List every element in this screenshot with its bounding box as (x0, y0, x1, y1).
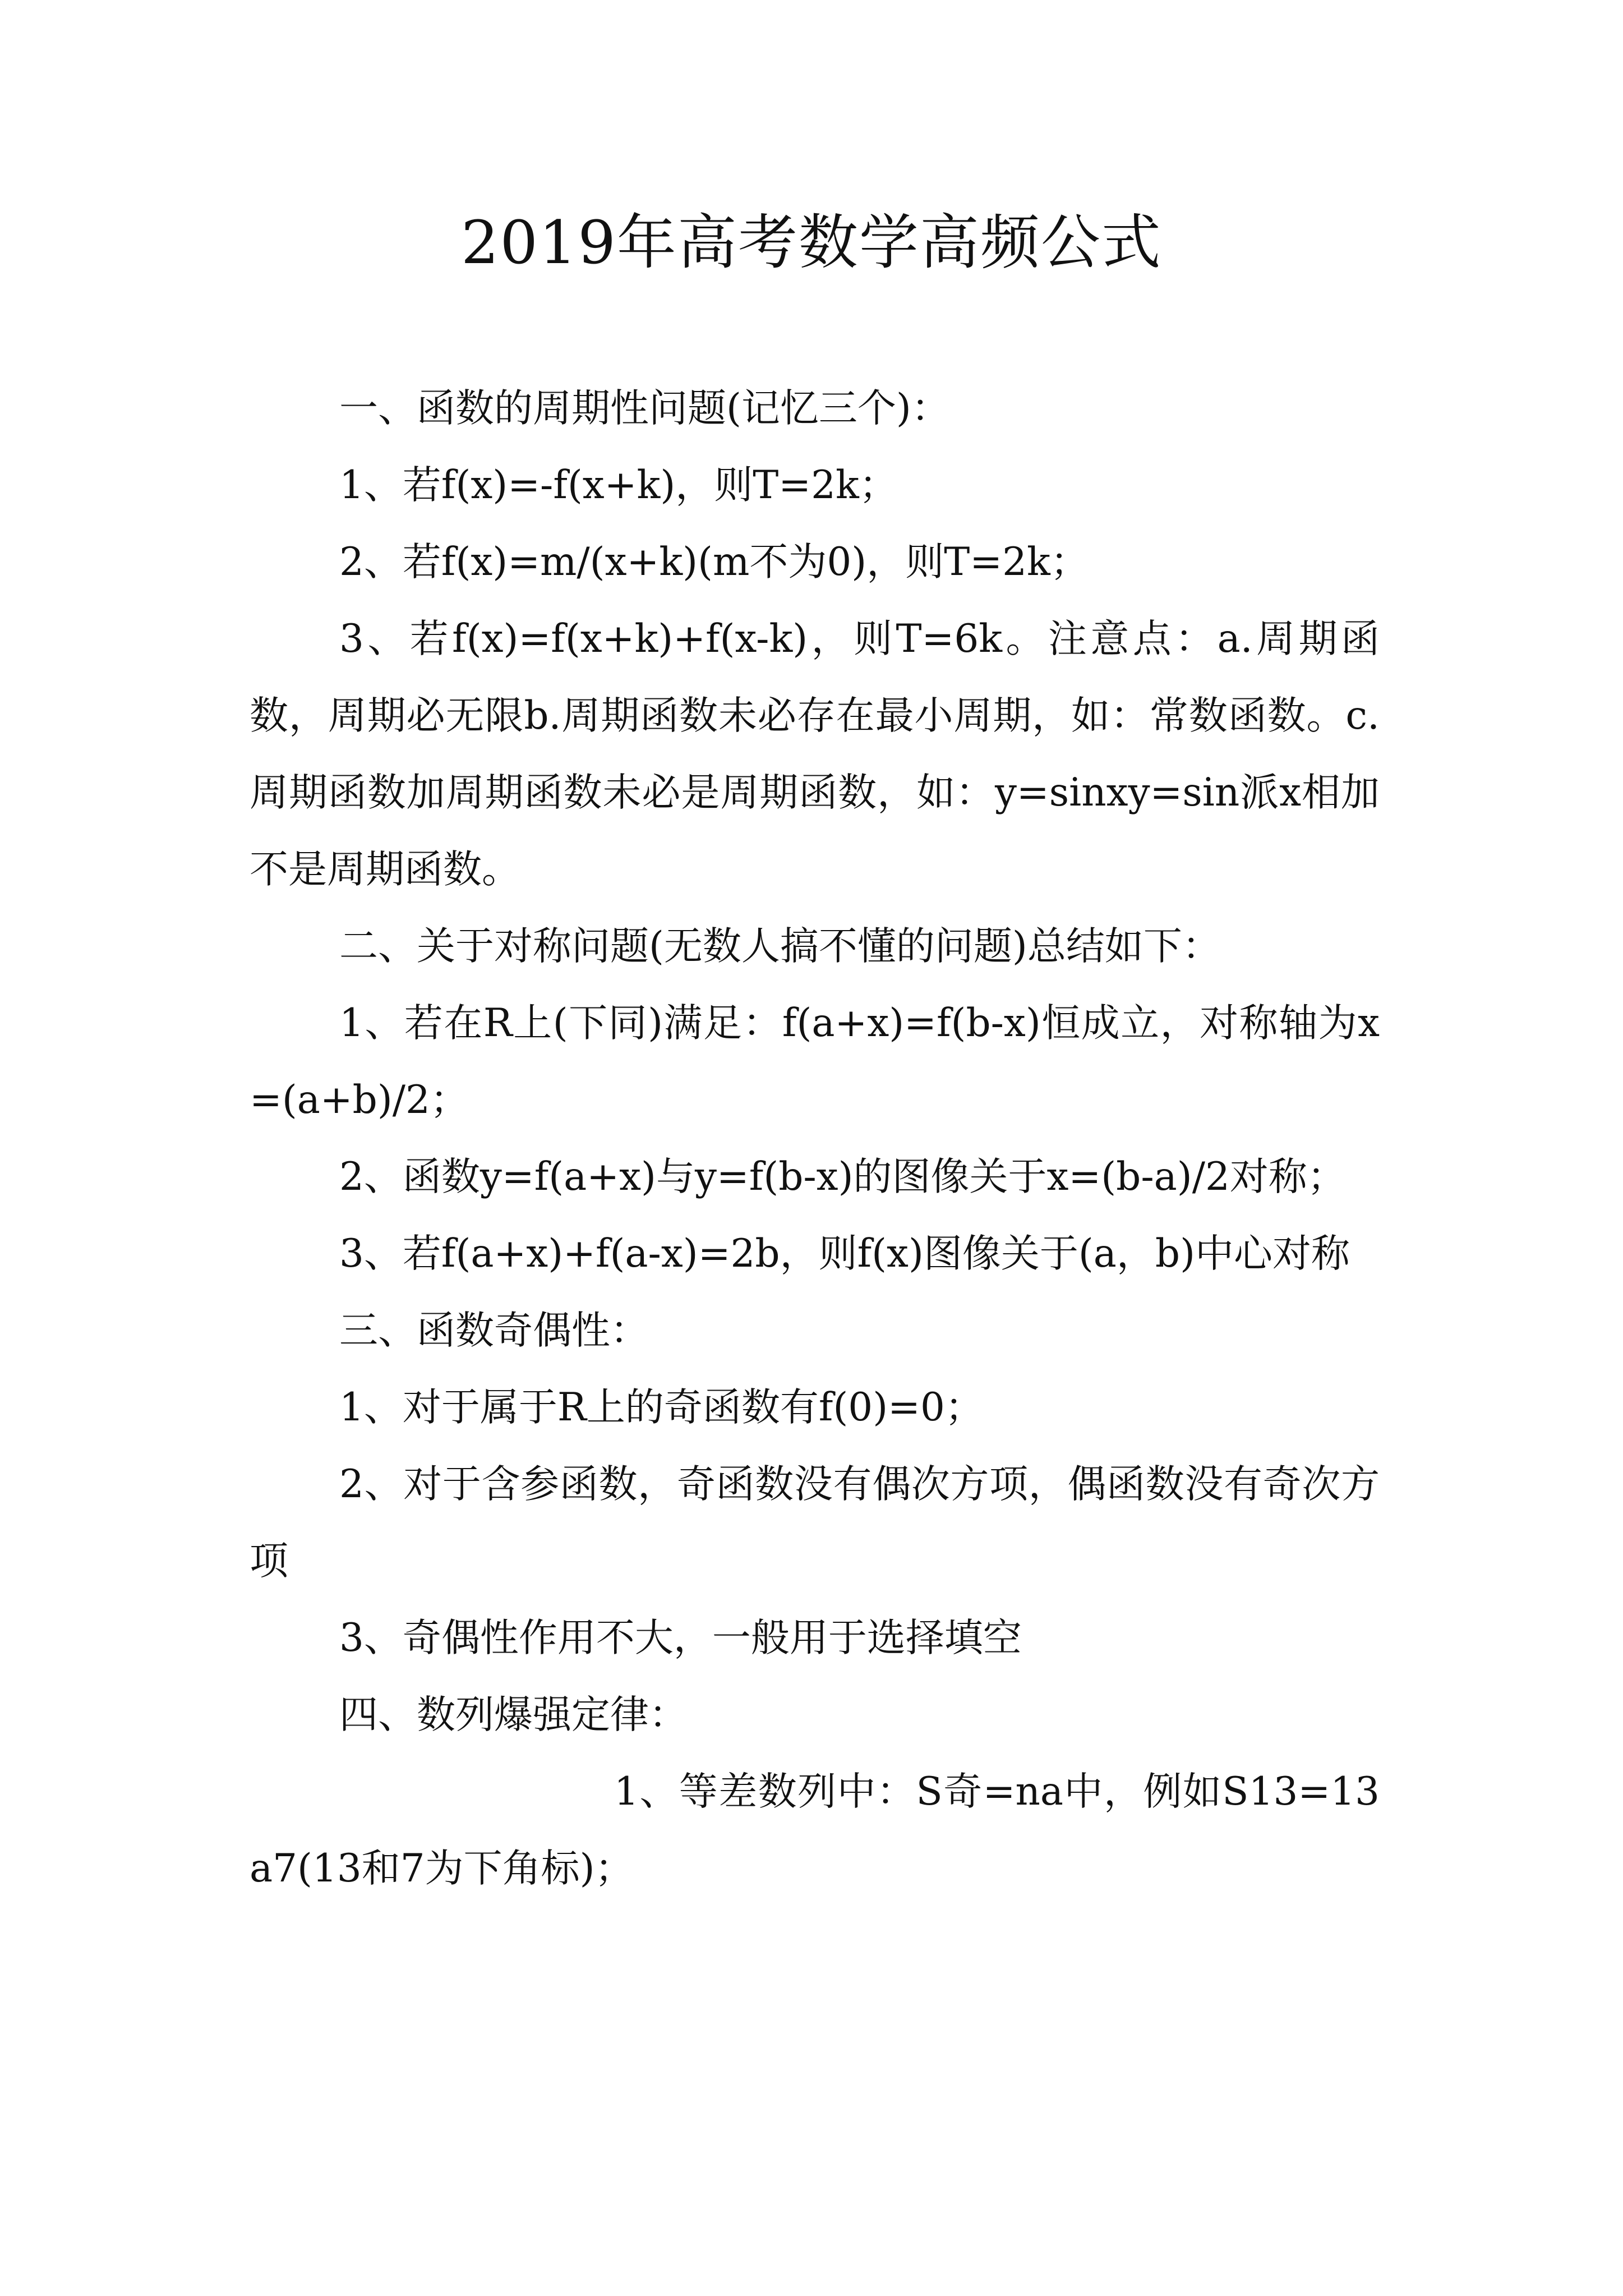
section-heading-periodicity: 一、函数的周期性问题(记忆三个)： (339, 386, 950, 431)
paragraph: 1、等差数列中：S奇=na中，例如S13=13a7(13和7为下角标)； (250, 1769, 1380, 1891)
section-heading-symmetry: 二、关于对称问题(无数人搞不懂的问题)总结如下： (339, 924, 1221, 969)
paragraph: 1、若f(x)=-f(x+k)，则T=2k； (339, 463, 898, 508)
paragraph: 2、对于含参函数，奇函数没有偶次方项，偶函数没有奇次方项 (250, 1462, 1380, 1584)
paragraph: 2、若f(x)=m/(x+k)(m不为0)，则T=2k； (339, 540, 1089, 585)
section-heading-sequences: 四、数列爆强定律： (339, 1692, 688, 1737)
paragraph: 1、对于属于R上的奇函数有f(0)=0； (339, 1385, 984, 1430)
paragraph: 1、若在R上(下同)满足：f(a+x)=f(b-x)恒成立，对称轴为x=(a+b)/2； (250, 1001, 1380, 1122)
paragraph: 2、函数y=f(a+x)与y=f(b-x)的图像关于x=(b-a)/2对称； (339, 1154, 1346, 1199)
section-heading-parity: 三、函数奇偶性： (339, 1308, 649, 1353)
document-body (250, 370, 1380, 1907)
paragraph: 3、若f(x)=f(x+k)+f(x-k)，则T=6k。注意点：a.周期函数，周期必无限b.周期函数未必存在最小周期，如：常数函数。c.周期函数加周期函数未必是周期函数，如：y=sinxy=sin派x相加不是周期函数。 (250, 616, 1380, 892)
paragraph: 3、奇偶性作用不大，一般用于选择填空 (339, 1616, 1022, 1660)
paragraph: 3、若f(a+x)+f(a-x)=2b，则f(x)图像关于(a，b)中心对称 (339, 1231, 1350, 1276)
page-title: 2019年高考数学高频公式 (461, 208, 1162, 277)
